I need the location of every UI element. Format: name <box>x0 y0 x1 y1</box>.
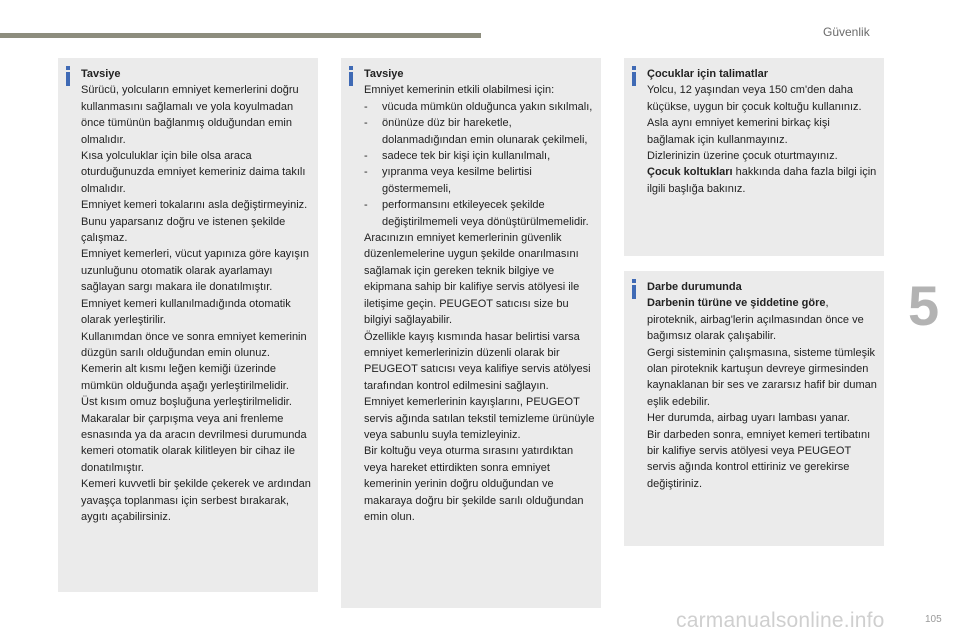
paragraph: Kemeri kuvvetli bir şekilde çekerek ve ardından yavaşça toplanması için serbest bırakarak, aygıtı açabilirsiniz. <box>81 478 311 523</box>
watermark: carmanualsonline.info <box>676 609 885 632</box>
dash-marker: - <box>364 100 368 113</box>
section-title: Güvenlik <box>823 25 870 39</box>
paragraph: Makaralar bir çarpışma veya ani frenleme esnasında ya da aracın devrilmesi durumunda kemeri otomatik olarak kilitleyen bir cihaz ile donatılmıştır. <box>81 412 307 474</box>
chapter-number: 5 <box>908 274 940 337</box>
tip-box-seatbelt-effectiveness <box>341 58 601 608</box>
info-icon <box>349 66 353 86</box>
paragraph: Sürücü, yolcuların emniyet kemerlerini doğru kullanmasını sağlamalı ve yola koyulmadan önce tümünün bağlanmış olduğundan emin olmalıdır. <box>81 84 299 146</box>
paragraph: Emniyet kemerlerinin kayışlarını, PEUGEOT servis ağında satılan tekstil temizleme ürünüyle veya sabunlu suyla temizleyiniz. <box>364 396 595 441</box>
paragraph: Emniyet kemeri tokalarını asla değiştirmeyiniz. Bunu yaparsanız doğru ve istenen şekilde çalışmaz. <box>81 199 308 245</box>
paragraph: Üst kısım omuz boşluğuna yerleştirilmelidir. <box>81 396 292 409</box>
paragraph: Dizlerinizin üzerine çocuk oturtmayınız. <box>647 150 838 163</box>
page-number: 105 <box>925 614 942 625</box>
box-title: Darbe durumunda <box>647 281 742 293</box>
paragraph: piroteknik, airbag'lerin açılmasından önce ve bağımsız olarak çalışabilir. <box>647 313 864 343</box>
paragraph: Asla aynı emniyet kemerini birkaç kişi bağlamak için kullanmayınız. <box>647 117 830 146</box>
list-item: - yıpranma veya kesilme belirtisi göstermemeli, <box>364 164 595 197</box>
paragraph: Özellikle kayış kısmında hasar belirtisi varsa emniyet kemerlerinizin düzenli olarak bir PEUGEOT satıcısı veya kalifiye servis atölyesi tarafından kontrol edilmesini sağlayın. <box>364 330 591 392</box>
list-item: - performansını etkileyecek şekilde değiştirilmemeli veya dönüştürülmemelidir. <box>364 197 595 230</box>
dash-marker: - <box>364 117 368 130</box>
intro-text: Emniyet kemerinin etkili olabilmesi için: <box>364 84 555 97</box>
list-item: - önünüze düz bir hareketle, dolanmadığından emin olunarak çekilmeli, <box>364 115 595 148</box>
info-icon <box>632 66 636 86</box>
paragraph: Her durumda, airbag uyarı lambası yanar. <box>647 412 850 425</box>
children-instructions-box <box>624 58 884 256</box>
tip-box-seatbelt-usage <box>58 58 318 592</box>
paragraph: Çocuk koltukları hakkında daha fazla bilgi için ilgili başlığa bakınız. <box>647 166 877 195</box>
child-seat-link-text: Çocuk koltukları <box>647 166 733 179</box>
paragraph: Aracınızın emniyet kemerlerinin güvenlik düzenlemelerine uygun şekilde onarılmasını sağlamak için gereken teknik bilgiye ve ekipmana sahip bir kalifiye servis atölyesi ile iletişime geçin. PEUGEOT satıcısı size bu bilgiyi sağlayabilir. <box>364 232 580 327</box>
list-item: - vücuda mümkün olduğunca yakın sıkılmalı, <box>364 99 595 115</box>
paragraph: Kemerin alt kısmı leğen kemiği üzerinde mümkün olduğunda aşağı yerleştirilmelidir. <box>81 363 289 392</box>
dash-marker: - <box>364 166 368 179</box>
paragraph: Yolcu, 12 yaşından veya 150 cm'den daha küçükse, uygun bir çocuk koltuğu kullanınız. <box>647 84 862 113</box>
dash-marker: - <box>364 199 368 212</box>
box-title: Çocuklar için talimatlar <box>647 68 769 80</box>
paragraph: Bir koltuğu veya oturma sırasını yatırdıktan veya hareket ettirdikten sonra emniyet kemerinin yerinin doğru olduğundan ve makaraya doğru bir şekilde sarılı olduğundan emin olun. <box>364 445 584 523</box>
info-icon <box>632 279 636 299</box>
header-rule <box>0 33 481 38</box>
dash-marker: - <box>364 150 368 163</box>
paragraph: Darbenin türüne ve şiddetine göre, <box>647 297 829 310</box>
paragraph: Kısa yolculuklar için bile olsa araca oturduğunuzda emniyet kemeriniz daima takılı olmalıdır. <box>81 150 306 195</box>
box-title: Tavsiye <box>364 68 404 80</box>
info-icon <box>66 66 70 86</box>
box-title: Tavsiye <box>81 68 121 80</box>
paragraph: Gergi sisteminin çalışmasına, sisteme tümleşik olan piroteknik kartuşun devreye girmesinden kaynaklanan bir ses ve zararsız hafif bir duman eşlik edebilir. <box>647 346 877 408</box>
crash-box <box>624 271 884 546</box>
paragraph: Kullanımdan önce ve sonra emniyet kemerinin düzgün sarılı olduğundan emin olunuz. <box>81 330 307 359</box>
bold-lead: Darbenin türüne ve şiddetine göre <box>647 297 826 310</box>
paragraph: Bir darbeden sonra, emniyet kemeri tertibatını bir kalifiye servis atölyesi veya PEUGEOT servis ağında kontrol ettiriniz ve gerekirse değiştiriniz. <box>647 428 871 490</box>
paragraph: Emniyet kemerleri, vücut yapınıza göre kayışın uzunluğunu otomatik olarak ayarlamayı sağlayan sargı makara ile donatılmıştır. Emniyet kemeri kullanılmadığında otomatik olarak yerleştirilir. <box>81 248 310 327</box>
list-item: - sadece tek bir kişi için kullanılmalı, <box>364 148 595 164</box>
